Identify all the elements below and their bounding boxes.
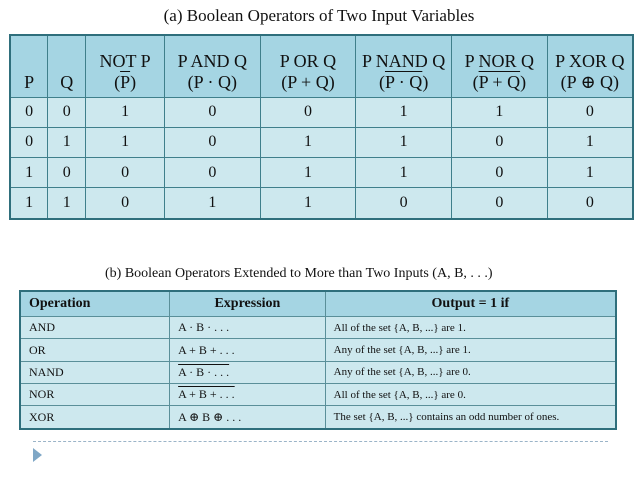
- cell: 1: [164, 188, 260, 219]
- header-operation: Operation: [20, 291, 170, 317]
- operation-cell: NOR: [20, 384, 170, 406]
- operation-cell: XOR: [20, 406, 170, 429]
- output-cell: All of the set {A, B, ...} are 0.: [325, 384, 616, 406]
- cell: 1: [356, 127, 452, 157]
- table-row: [20, 361, 616, 383]
- table-row: [20, 317, 616, 339]
- cell: 0: [48, 97, 86, 127]
- header-or: P OR Q (P + Q): [260, 35, 356, 97]
- cell: 0: [452, 158, 548, 188]
- multi-input-operators-table: [19, 290, 617, 430]
- cell: 0: [86, 188, 165, 219]
- output-cell: Any of the set {A, B, ...} are 0.: [325, 361, 616, 383]
- cell: 1: [547, 127, 633, 157]
- cell: 0: [452, 188, 548, 219]
- two-input-operators-table: [9, 34, 634, 220]
- cell: 1: [86, 97, 165, 127]
- cell: 0: [164, 97, 260, 127]
- table-row: [20, 384, 616, 406]
- expression-cell: A ⊕ B ⊕ . . .: [170, 406, 326, 429]
- cell: 0: [10, 97, 48, 127]
- cell: 0: [547, 97, 633, 127]
- header-and: P AND Q (P · Q): [164, 35, 260, 97]
- operation-cell: NAND: [20, 361, 170, 383]
- header-nor: P NOR Q (P + Q): [452, 35, 548, 97]
- cell: 0: [547, 188, 633, 219]
- cell: 0: [164, 127, 260, 157]
- expression-cell: A · B · . . .: [170, 361, 326, 383]
- cell: 1: [260, 127, 356, 157]
- header-output: Output = 1 if: [325, 291, 616, 317]
- header-nand: P NAND Q (P · Q): [356, 35, 452, 97]
- cell: 1: [260, 188, 356, 219]
- expression-cell: A · B · . . .: [170, 317, 326, 339]
- header-p: P: [10, 35, 48, 97]
- cell: 0: [86, 158, 165, 188]
- cell: 1: [260, 158, 356, 188]
- cell: 1: [547, 158, 633, 188]
- table-row: [10, 127, 633, 157]
- table-a-title: (a) Boolean Operators of Two Input Variables: [163, 6, 475, 25]
- table-b-title: (b) Boolean Operators Extended to More than Two Inputs (A, B, . . .): [105, 266, 493, 281]
- cell: 1: [10, 188, 48, 219]
- expression-cell: A + B + . . .: [170, 384, 326, 406]
- cell: 0: [356, 188, 452, 219]
- play-triangle-icon[interactable]: [33, 448, 42, 462]
- cell: 1: [452, 97, 548, 127]
- header-xor: P XOR Q (P ⊕ Q): [547, 35, 633, 97]
- table-row: [10, 188, 633, 219]
- header-q: Q: [48, 35, 86, 97]
- cell: 0: [164, 158, 260, 188]
- cell: 1: [10, 158, 48, 188]
- cell: 0: [10, 127, 48, 157]
- output-cell: The set {A, B, ...} contains an odd number of ones.: [325, 406, 616, 429]
- cell: 1: [48, 188, 86, 219]
- operation-cell: AND: [20, 317, 170, 339]
- output-cell: All of the set {A, B, ...} are 1.: [325, 317, 616, 339]
- cell: 0: [48, 158, 86, 188]
- table-row: [20, 339, 616, 361]
- table-row: [20, 406, 616, 429]
- cell: 1: [356, 97, 452, 127]
- cell: 0: [260, 97, 356, 127]
- expression-cell: A + B + . . .: [170, 339, 326, 361]
- cell: 1: [356, 158, 452, 188]
- table-row: [10, 158, 633, 188]
- operation-cell: OR: [20, 339, 170, 361]
- dashed-divider: [33, 441, 608, 442]
- table-row: [10, 97, 633, 127]
- cell: 1: [86, 127, 165, 157]
- cell: 0: [452, 127, 548, 157]
- output-cell: Any of the set {A, B, ...} are 1.: [325, 339, 616, 361]
- cell: 1: [48, 127, 86, 157]
- header-expression: Expression: [170, 291, 326, 317]
- header-not: NOT P $(\overline{P})$: [86, 35, 165, 97]
